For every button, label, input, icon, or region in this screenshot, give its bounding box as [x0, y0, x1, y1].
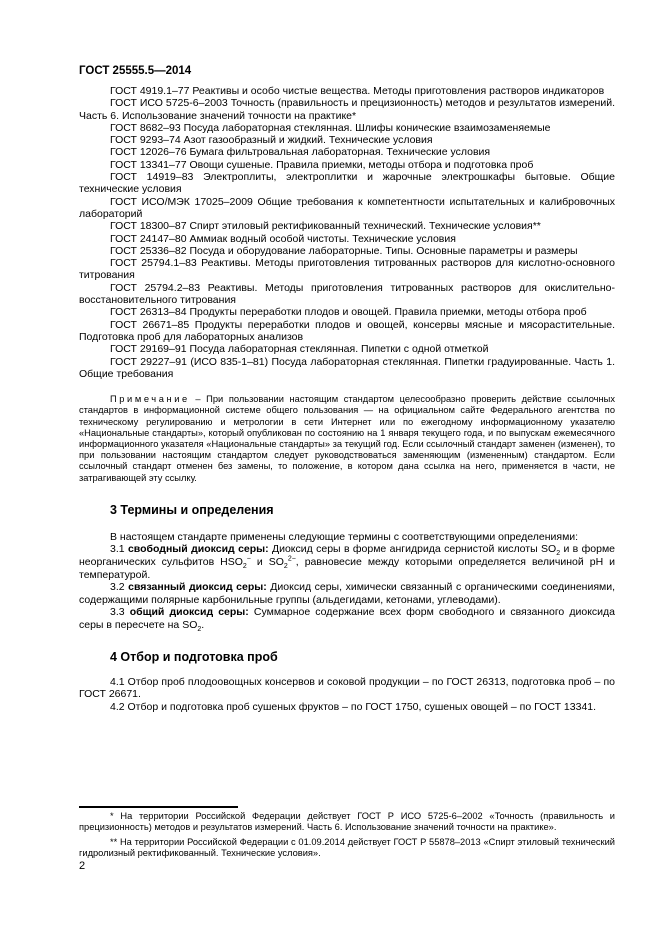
- section-4-item: 4.1 Отбор проб плодоовощных консервов и соковой продукции – по ГОСТ 26313, подготовка проб – по ГОСТ 26671.: [79, 675, 615, 701]
- note-paragraph: [79, 394, 615, 484]
- term-definition: Суммарное содержание всех форм свободного и связанного диоксида серы в пересчете на SO: [79, 606, 616, 631]
- footnote: ** На территории Российской Федерации с 01.09.2014 действует ГОСТ Р 55878–2013 «Спирт этиловый технический гидролизный ректификованный. Технические условия».: [79, 836, 615, 859]
- term-definition: .: [201, 618, 205, 631]
- reference-item: ГОСТ 14919–83 Электроплиты, электроплитки и жарочные электрошкафы бытовые. Общие технические условия: [79, 171, 615, 196]
- reference-item: ГОСТ 26671–85 Продукты переработки плодов и овощей, консервы мясные и мясорастительные. Подготовка проб для лабораторных анализов: [79, 318, 615, 343]
- section-4-body: [79, 676, 615, 714]
- term-bound-so2: [79, 581, 615, 606]
- term-name: общий диоксид серы:: [129, 606, 249, 619]
- section-3-heading: 3 Термины и определения: [110, 502, 274, 517]
- note-text: – При пользовании настоящим стандартом целесообразно проверить действие ссылочных стандартов в информационной системе общего пользования — на официальном сайте Федерального агентства по техническому регулированию и метрологии в сети Интернет или по ежегодному информационному указателю «Национальные стандарты», который опубликован по состоянию на 1 января текущего года, и по выпускам ежемесячного информационного указателя «Национальные стандарты» за текущий год. Если ссылочный стандарт заменен (изменен), то при пользовании настоящим стандартом следует руководствоваться заменяющим (измененным) стандартом. Если ссылочный стандарт отменен без замены, то положение, в котором дана ссылка на него, применяется в части, не затрагивающей эту ссылку.: [79, 394, 615, 483]
- reference-item: ГОСТ 25794.1–83 Реактивы. Методы приготовления титрованных растворов для кислотно-основного титрования: [79, 257, 615, 282]
- term-definition: и в форме неорганических сульфитов HSO: [79, 543, 616, 568]
- section-3-body: [79, 531, 615, 632]
- term-name: связанный диоксид серы:: [128, 581, 267, 594]
- term-total-so2: [79, 606, 615, 631]
- reference-item: ГОСТ 8682–93 Посуда лабораторная стеклянная. Шлифы конические взаимозаменяемые: [110, 121, 551, 134]
- reference-list: [79, 85, 615, 380]
- subscript: 2: [242, 563, 247, 571]
- footnote: * На территории Российской Федерации действует ГОСТ Р ИСО 5725-6–2002 «Точность (правильность и прецизионность) методов и результатов измерений. Часть 6. Использование значений точности на практике».: [79, 811, 615, 833]
- reference-item: ГОСТ 25336–82 Посуда и оборудование лабораторные. Типы. Основные параметры и размеры: [110, 244, 578, 257]
- reference-item: ГОСТ 4919.1–77 Реактивы и особо чистые вещества. Методы приготовления растворов индикаторов: [110, 85, 605, 97]
- reference-item: ГОСТ 29227–91 (ИСО 835-1–81) Посуда лабораторная стеклянная. Пипетки градуированные. Часть 1. Общие требования: [79, 355, 615, 380]
- subscript: 2: [197, 626, 202, 633]
- term-name: свободный диоксид серы:: [127, 543, 269, 556]
- section-4-item: 4.2 Отбор и подготовка проб сушеных фруктов – по ГОСТ 1750, сушеных овощей – по ГОСТ 13341.: [110, 700, 597, 713]
- footnotes: [79, 811, 615, 863]
- reference-item: ГОСТ ИСО/МЭК 17025–2009 Общие требования к компетентности испытательных и калибровочных лабораторий: [79, 195, 615, 220]
- page-body: [79, 85, 615, 713]
- subscript: 2: [283, 563, 288, 571]
- footnote-separator: [79, 806, 238, 808]
- reference-item: ГОСТ 29169–91 Посуда лабораторная стеклянная. Пипетки с одной отметкой: [110, 343, 489, 356]
- page-number: 2: [79, 860, 86, 872]
- term-definition: Диоксид серы, химически связанный с органическими соединениями, содержащими полярные карбонильные группы (альдегидами, кетонами, углеводами).: [79, 581, 616, 606]
- term-definition: Диоксид серы в форме ангидрида сернистой кислоты SO: [268, 543, 557, 556]
- superscript: 2−: [287, 555, 296, 563]
- reference-item: ГОСТ 12026–76 Бумага фильтровальная лабораторная. Технические условия: [110, 146, 491, 159]
- term-number: 3.2: [110, 581, 129, 594]
- term-number: 3.1: [110, 543, 128, 556]
- reference-item: ГОСТ 25794.2–83 Реактивы. Методы приготовления титрованных растворов для окислительно-восстановительного титрования: [79, 281, 615, 307]
- section-3-intro: В настоящем стандарте применены следующие термины с соответствующими определениями:: [110, 530, 579, 543]
- superscript: −: [246, 555, 251, 563]
- reference-item: ГОСТ ИСО 5725-6–2003 Точность (правильность и прецизионность) методов и результатов измерений. Часть 6. Использование значений точности на практике*: [79, 97, 615, 122]
- term-free-so2: [79, 543, 615, 581]
- reference-item: ГОСТ 9293–74 Азот газообразный и жидкий. Технические условия: [110, 134, 433, 147]
- reference-item: ГОСТ 13341–77 Овощи сушеные. Правила приемки, методы отбора и подготовка проб: [110, 158, 534, 171]
- note-label: Примечание: [110, 394, 190, 405]
- term-definition: , равновесие между которыми определяется величиной pH и температурой.: [79, 555, 615, 581]
- reference-item: ГОСТ 26313–84 Продукты переработки плодов и овощей. Правила приемки, методы отбора проб: [110, 306, 587, 319]
- document-header: ГОСТ 25555.5—2014: [79, 65, 192, 77]
- section-4-heading: 4 Отбор и подготовка проб: [110, 649, 278, 664]
- term-number: 3.3: [110, 606, 130, 619]
- reference-item: ГОСТ 18300–87 Спирт этиловый ректификованный технический. Технические условия**: [110, 220, 541, 233]
- subscript: 2: [556, 550, 561, 558]
- reference-item: ГОСТ 24147–80 Аммиак водный особой чистоты. Технические условия: [110, 232, 456, 245]
- term-definition: и SO: [250, 555, 284, 568]
